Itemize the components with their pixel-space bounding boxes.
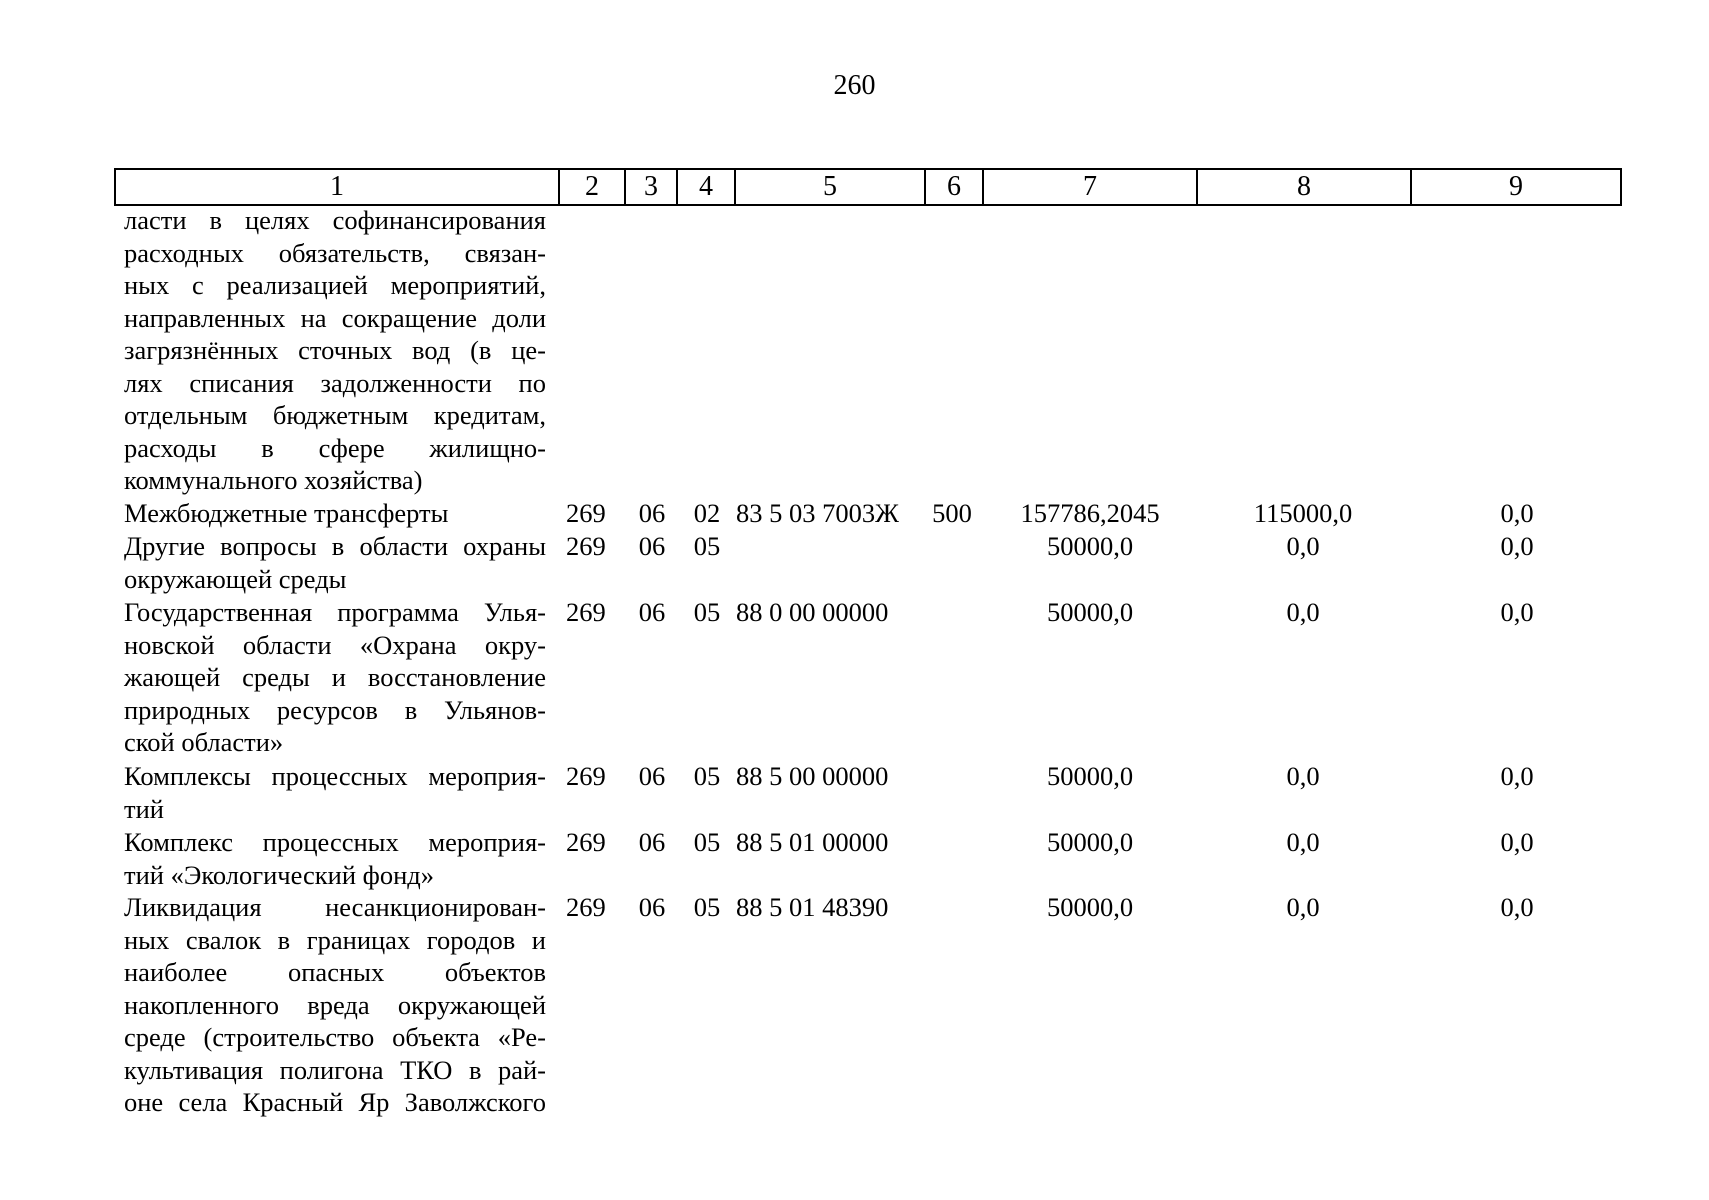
description-line: расходных обязательств, связан- [124, 237, 546, 268]
description-line: расходы в сфере жилищно- [124, 432, 546, 463]
row-description [124, 530, 546, 595]
description-line: культивация полигона ТКО в рай- [124, 1054, 546, 1085]
description-line: новской области «Охрана окру- [124, 629, 546, 660]
cell-col-4: 02 [693, 498, 721, 528]
cell-col-4: 05 [693, 761, 721, 791]
column-header-1: 1 [115, 169, 559, 205]
cell-col-3: 06 [638, 892, 666, 922]
description-line: жающей среды и восстановление [124, 662, 546, 692]
description-line: оне села Красный Яр Заволжского [124, 1087, 546, 1117]
cell-col-8: 0,0 [1286, 761, 1320, 791]
cell-col-5: 88 0 00 00000 [736, 597, 889, 627]
description-line: направленных на сокращение доли [124, 302, 546, 333]
cell-col-9: 0,0 [1500, 597, 1534, 627]
cell-col-2: 269 [566, 531, 606, 561]
description-line: тий «Экологический фонд» [124, 859, 434, 890]
description-line: тий [124, 793, 164, 824]
column-header-row [114, 168, 1622, 206]
cell-col-3: 06 [638, 761, 666, 791]
row-description [124, 891, 546, 1119]
cell-col-8: 0,0 [1286, 827, 1320, 857]
cell-col-5: 88 5 01 00000 [736, 827, 889, 857]
description-line: среде (строительство объекта «Ре- [124, 1022, 546, 1052]
column-header-2: 2 [559, 169, 625, 205]
cell-col-3: 06 [638, 531, 666, 561]
cell-col-9: 0,0 [1500, 892, 1534, 922]
description-line: Ликвидация несанкционирован- [124, 892, 546, 922]
description-line: загрязнённых сточных вод (в це- [124, 335, 546, 365]
cell-col-5: 88 5 00 00000 [736, 761, 889, 791]
cell-col-5: 88 5 01 48390 [736, 892, 889, 922]
cell-col-2: 269 [566, 498, 606, 528]
cell-col-7: 50000,0 [1046, 761, 1134, 791]
cell-col-3: 06 [638, 498, 666, 528]
cell-col-9: 0,0 [1500, 761, 1534, 791]
description-line: ных с реализацией мероприятий, [124, 270, 546, 300]
cell-col-7: 157786,2045 [1020, 498, 1160, 528]
column-header-9: 9 [1411, 169, 1621, 205]
cell-col-8: 0,0 [1286, 597, 1320, 627]
description-line: накопленного вреда окружающей [124, 989, 546, 1020]
column-header-8: 8 [1197, 169, 1411, 205]
cell-col-3: 06 [638, 827, 666, 857]
cell-col-9: 0,0 [1500, 827, 1534, 857]
cell-col-2: 269 [566, 761, 606, 791]
cell-col-8: 0,0 [1286, 531, 1320, 561]
column-header-6: 6 [925, 169, 983, 205]
cell-col-8: 0,0 [1286, 892, 1320, 922]
cell-col-7: 50000,0 [1046, 531, 1134, 561]
row-description [124, 497, 546, 530]
description-line: Межбюджетные трансферты [124, 498, 449, 528]
description-line: наиболее опасных объектов [124, 957, 546, 987]
cell-col-2: 269 [566, 827, 606, 857]
description-line: Государственная программа Улья- [124, 597, 546, 627]
description-line: лях списания задолженности по [124, 367, 546, 398]
column-header-4: 4 [677, 169, 735, 205]
description-line: Другие вопросы в области охраны [124, 531, 546, 561]
cell-col-7: 50000,0 [1046, 892, 1134, 922]
cell-col-4: 05 [693, 827, 721, 857]
column-header-5: 5 [735, 169, 925, 205]
page-number: 260 [833, 70, 876, 101]
column-header-7: 7 [983, 169, 1197, 205]
description-line: ской области» [124, 727, 284, 757]
description-line: коммунального хозяйства) [124, 465, 423, 495]
cell-col-4: 05 [693, 531, 721, 561]
description-line: Комплексы процессных мероприя- [124, 761, 546, 791]
cell-col-2: 269 [566, 892, 606, 922]
cell-col-4: 05 [693, 892, 721, 922]
cell-col-6: 500 [932, 498, 972, 528]
description-line: отдельным бюджетным кредитам, [124, 400, 546, 430]
row-description [124, 596, 546, 759]
cell-col-5: 83 5 03 7003Ж [736, 498, 899, 528]
row-description [124, 760, 546, 825]
cell-col-3: 06 [638, 597, 666, 627]
cell-col-7: 50000,0 [1046, 827, 1134, 857]
description-line: природных ресурсов в Ульянов- [124, 694, 546, 725]
column-header-3: 3 [625, 169, 677, 205]
row-description [124, 826, 546, 891]
row-description [124, 204, 546, 497]
cell-col-2: 269 [566, 597, 606, 627]
description-line: ных свалок в границах городов и [124, 924, 546, 955]
cell-col-9: 0,0 [1500, 498, 1534, 528]
description-line: ласти в целях софинансирования [124, 205, 546, 235]
cell-col-7: 50000,0 [1046, 597, 1134, 627]
description-line: Комплекс процессных мероприя- [124, 827, 546, 857]
cell-col-8: 115000,0 [1253, 498, 1353, 528]
cell-col-4: 05 [693, 597, 721, 627]
cell-col-9: 0,0 [1500, 531, 1534, 561]
description-line: окружающей среды [124, 563, 347, 594]
